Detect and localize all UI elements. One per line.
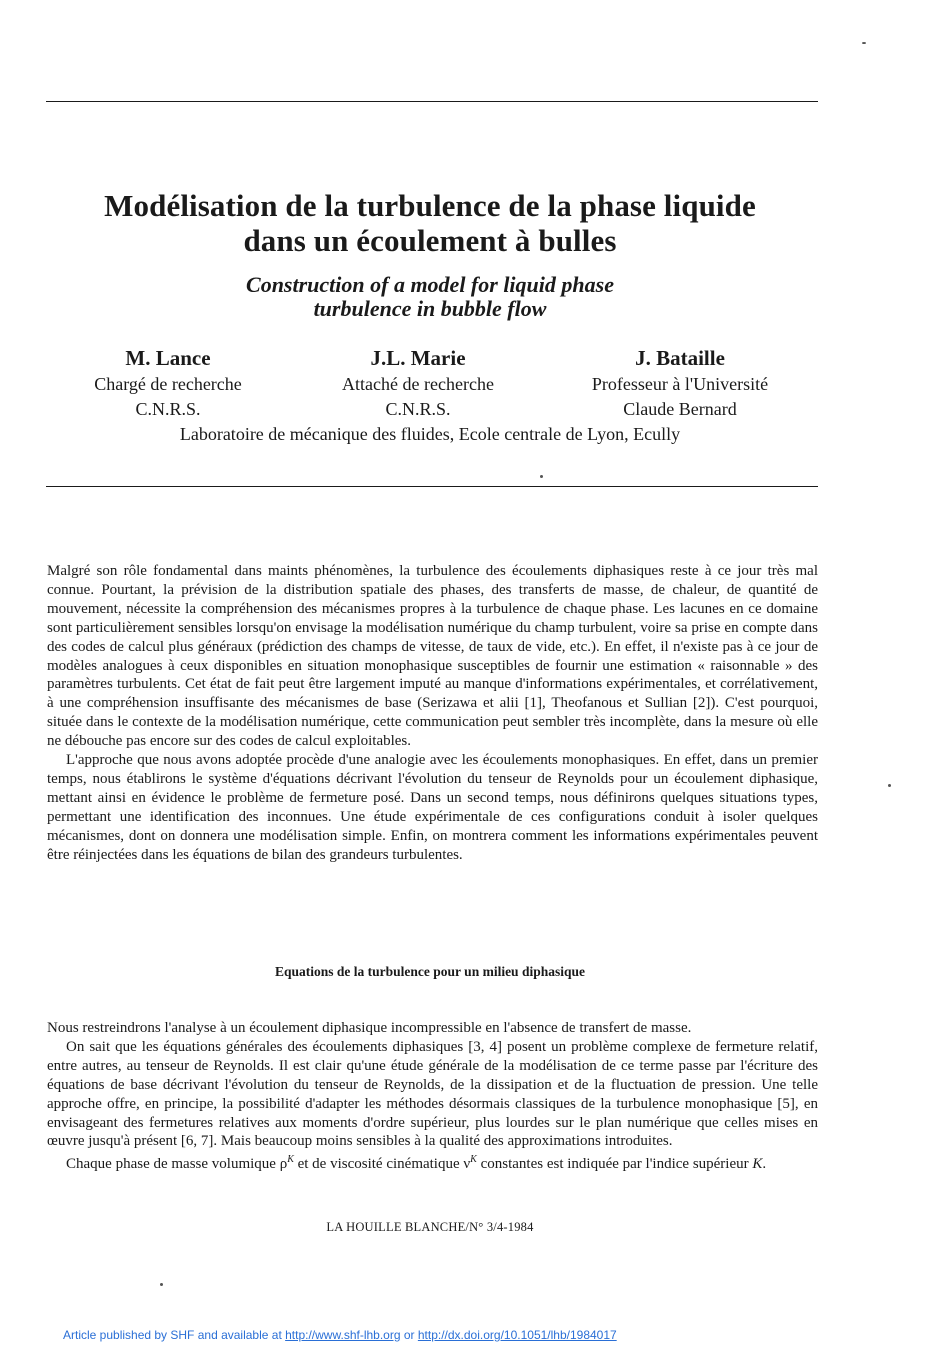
text-run: constantes est indiquée par l'indice supérieur <box>476 1156 753 1173</box>
bottom-rule <box>46 486 818 487</box>
superscript-k: K <box>470 1154 477 1166</box>
scan-speck <box>862 42 866 44</box>
scan-speck <box>160 1283 163 1286</box>
abstract <box>47 562 818 865</box>
author-lance <box>38 346 298 422</box>
author-name: J.L. Marie <box>370 346 466 370</box>
author-affiliation: C.N.R.S. <box>135 399 201 419</box>
text-run: Chaque phase de masse volumique ρ <box>66 1156 288 1173</box>
doi-link[interactable]: http://dx.doi.org/10.1051/lhb/1984017 <box>417 1328 617 1342</box>
author-affiliation: Claude Bernard <box>623 399 737 419</box>
journal-footer: LA HOUILLE BLANCHE/N° 3/4-1984 <box>326 1220 534 1234</box>
publisher-note <box>0 1328 763 1342</box>
author-role: Chargé de recherche <box>94 374 242 394</box>
body-paragraph: On sait que les équations générales des écoulements diphasiques [3, 4] posent un problème complexe de fermeture relatif, entre autres, au tenseur de Reynolds. Il est clair qu'une étude générale de la modélisation de ce terme passe par l'écriture des équations de base décrivant l'évolution du tenseur de Reynolds, de la dissipation et de la fluctuation de pression. Une telle approche offre, en principe, la possibilité d'adapter les méthodes désormais classiques de la turbulence monophasique [5], en envisageant des fermetures relatives aux moments d'ordre supérieur, plus lourdes sur le plan numérique que celles mises en œuvre jusqu'à présent [6, 7]. Mais beaucoup moins sensibles à la qualité des approximations introduites. <box>47 1038 818 1150</box>
body-paragraph <box>47 1151 818 1174</box>
publisher-note-prefix: Article published by SHF and available at <box>63 1328 286 1342</box>
top-rule <box>46 101 818 102</box>
author-marie <box>288 346 548 422</box>
body-text <box>47 1019 818 1174</box>
abstract-paragraph: Malgré son rôle fondamental dans maints phénomènes, la turbulence des écoulements diphasiques reste à ce jour très mal connue. Pourtant, la prévision de la distribution spatiale des phases, des transferts de masse, de chaleur, de quantité de mouvement, nécessite la compréhension des mécanismes propres à la turbulence de chaque phase. Les lacunes en ce domaine sont particulièrement sensibles lorsqu'on envisage la modélisation numérique du champ turbulent, voire sa prise en compte dans des codes de calcul plus généraux (prédiction des champs de vitesse, de taux de vide, etc.). En effet, il n'existe pas à ce jour de modèles analogues à ceux disponibles en situation monophasique susceptibles de fournir une estimation « raisonnable » des paramètres turbulents. Cet état de fait peut être largement imputé au manque d'informations expérimentales, et corrélativement, à une compréhension insuffisante des mécanismes de base (Serizawa et alii [1], Theofanous et Sullian [2]). C'est pourquoi, située dans le contexte de la modélisation numérique, cette communication peut sembler très incomplète, dans la mesure où elle ne débouche pas encore sur des codes de calcul exploitables. <box>47 563 818 750</box>
laboratory-affiliation: Laboratoire de mécanique des fluides, Ecole centrale de Lyon, Ecully <box>179 424 681 444</box>
author-affiliation: C.N.R.S. <box>385 399 451 419</box>
author-role: Professeur à l'Université <box>591 374 769 394</box>
scan-speck <box>540 475 543 478</box>
superscript-k: K <box>287 1154 294 1166</box>
paper-title <box>40 188 820 258</box>
paper-title-line-1: Modélisation de la turbulence de la phase liquide <box>104 188 756 223</box>
body-paragraph: Nous restreindrons l'analyse à un écoulement diphasique incompressible en l'absence de transfert de masse. <box>47 1020 692 1036</box>
text-run: et de viscosité cinématique ν <box>293 1156 471 1173</box>
section-heading: Equations de la turbulence pour un milieu diphasique <box>275 964 585 979</box>
author-role: Attaché de recherche <box>342 374 494 394</box>
paper-subtitle-line-1: Construction of a model for liquid phase <box>246 272 614 297</box>
author-name: M. Lance <box>125 346 211 370</box>
index-k: K <box>752 1156 763 1173</box>
publisher-note-middle: or <box>400 1328 418 1342</box>
paper-subtitle <box>40 273 820 321</box>
paper-subtitle-line-2: turbulence in bubble flow <box>313 296 547 321</box>
scan-speck <box>888 784 891 787</box>
author-name: J. Bataille <box>635 346 725 370</box>
abstract-paragraph: L'approche que nous avons adoptée procède d'une analogie avec les écoulements monophasiques. En effet, dans un premier temps, nous établirons le système d'équations décrivant l'évolution du tenseur de Reynolds pour un écoulement diphasique, mettant ainsi en évidence le problème de fermeture posé. Dans un second temps, nous définirons quelques situations types, permettant une identification des inconnues. Une étude expérimentale de ces configurations conduit à isoler quelques mécanismes, dont on donnera une modélisation simple. Enfin, on montrera comment les informations expérimentales peuvent être réinjectées dans les équations de bilan des grandeurs turbulentes. <box>47 752 818 863</box>
paper-title-line-2: dans un écoulement à bulles <box>243 223 617 258</box>
author-bataille <box>550 346 810 422</box>
shf-link[interactable]: http://www.shf-lhb.org <box>285 1328 401 1342</box>
text-run: . <box>762 1156 767 1173</box>
